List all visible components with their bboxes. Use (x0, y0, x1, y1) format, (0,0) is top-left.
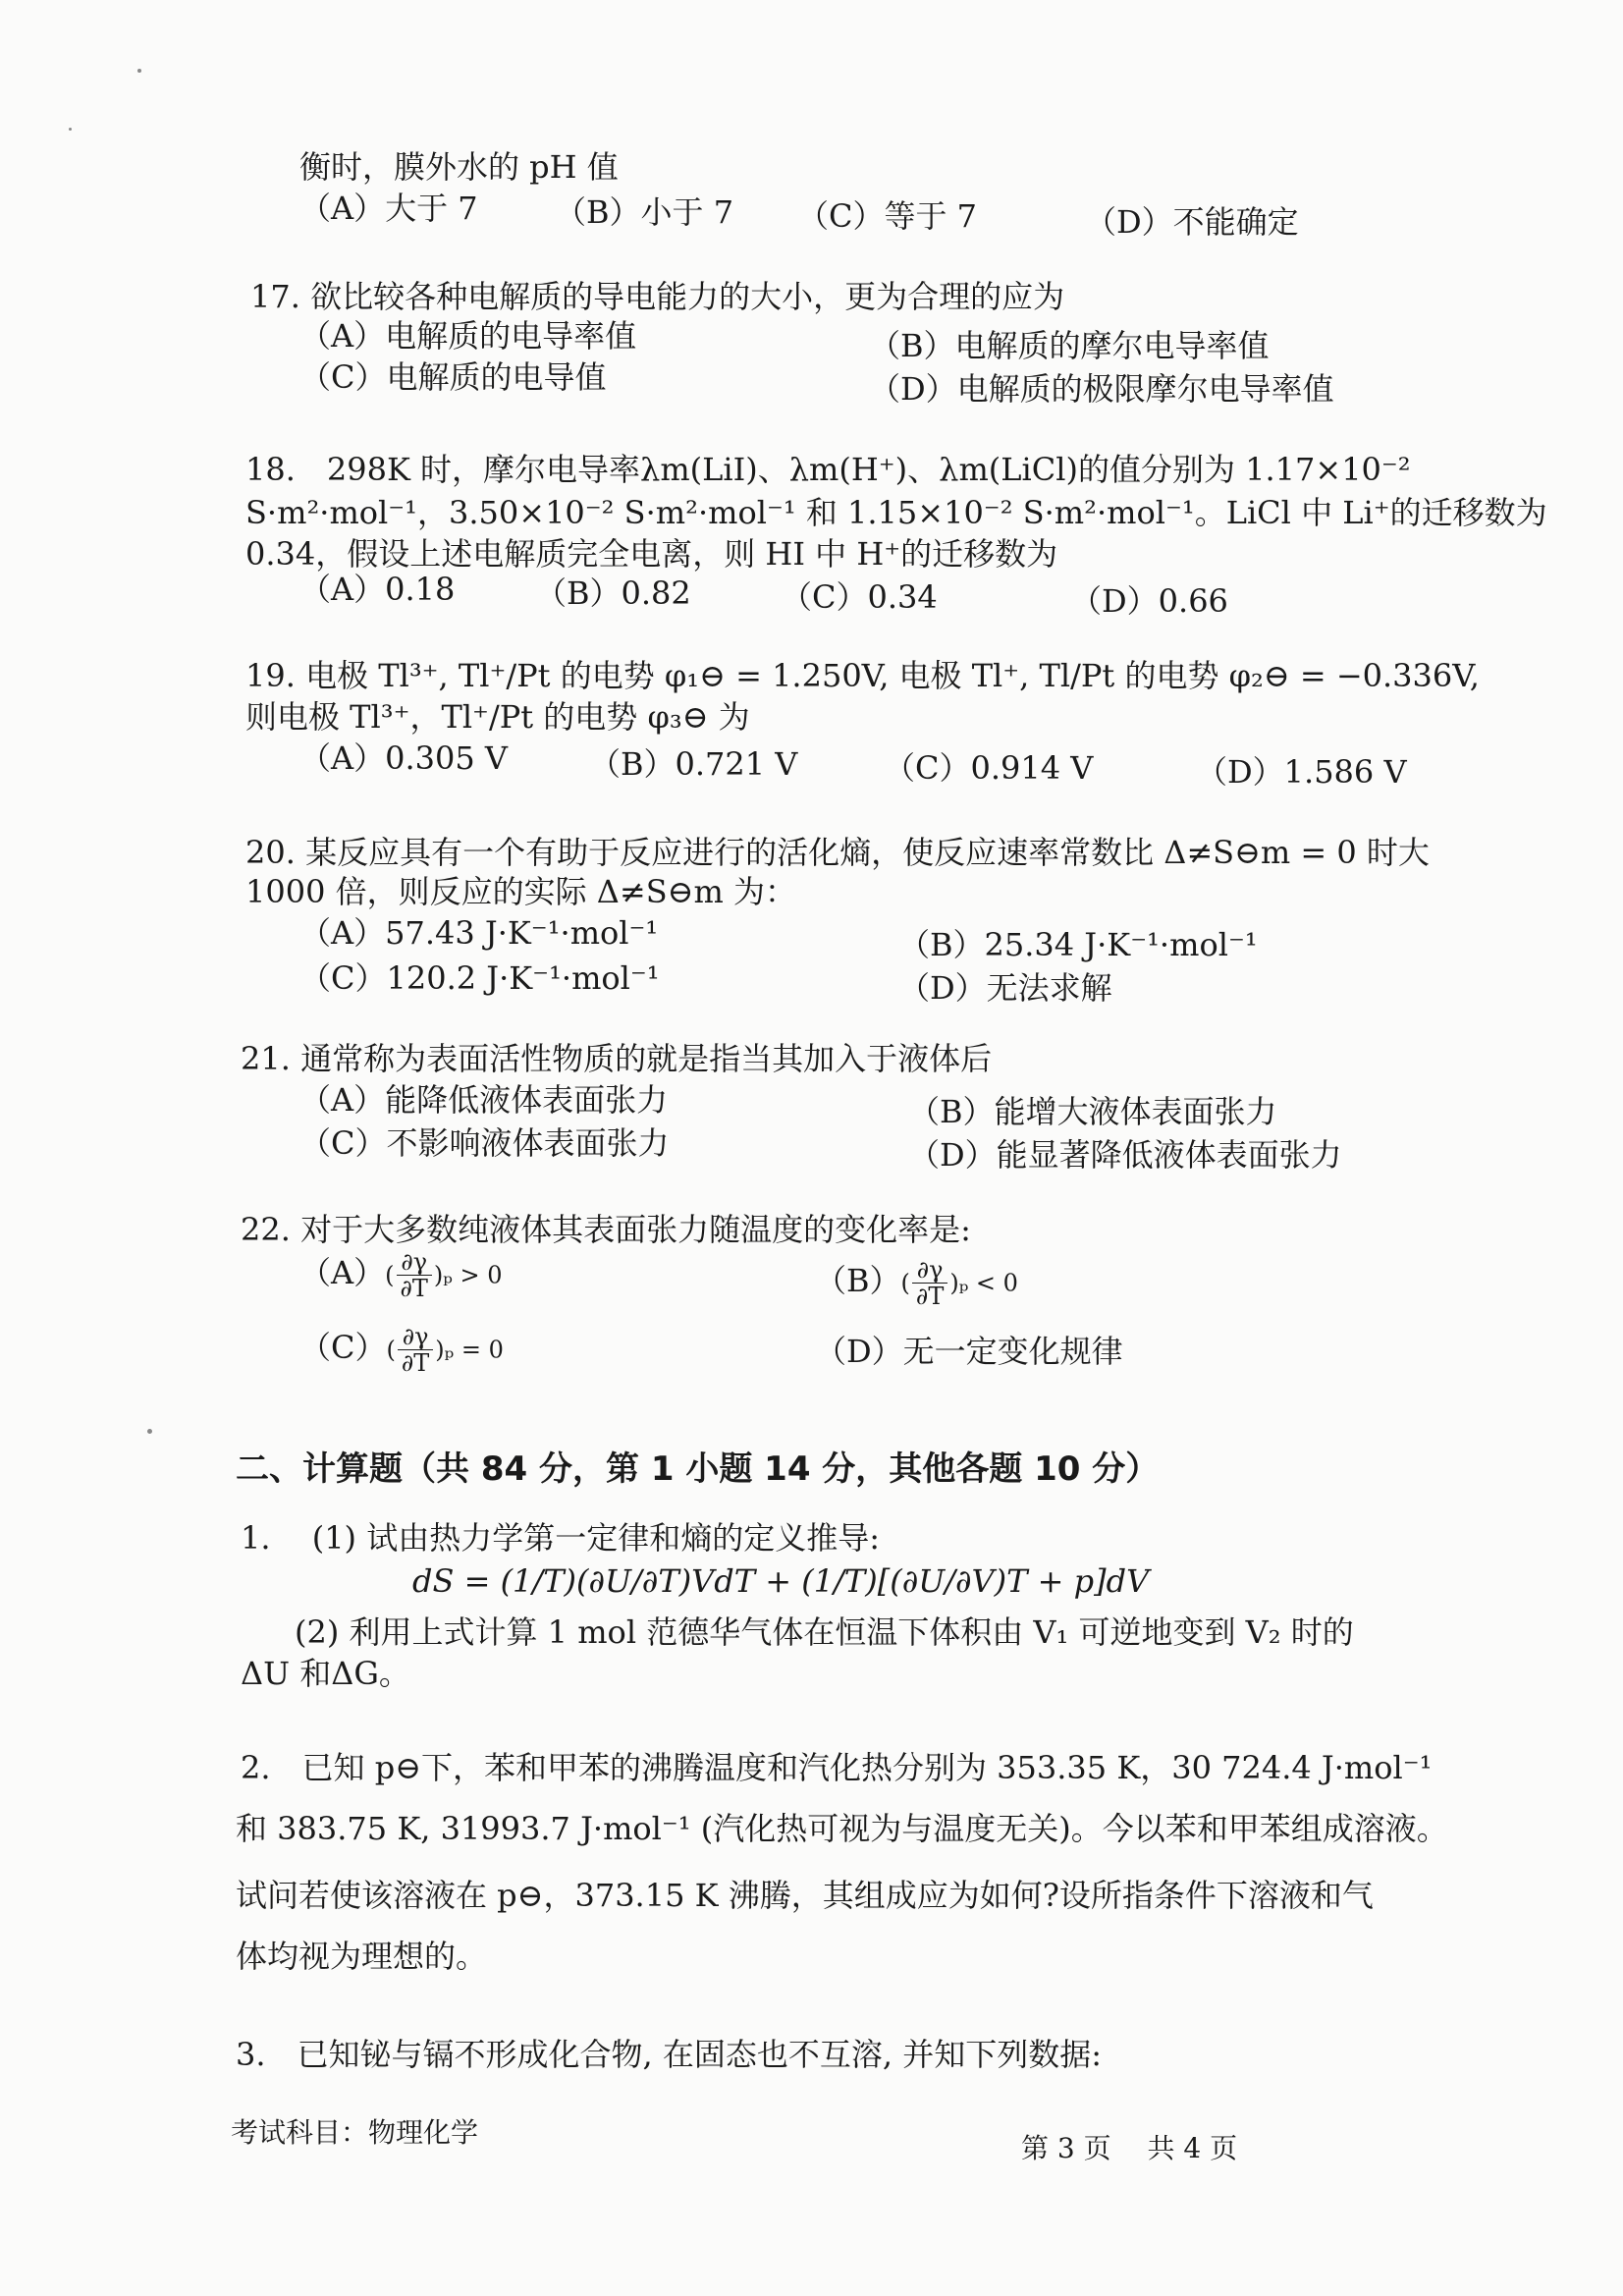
q17-option-b: （B）电解质的摩尔电导率值 (869, 327, 1270, 364)
q22-b-derivative (912, 1257, 947, 1309)
q19-line-1: 19. 电极 Tl³⁺, Tl⁺/Pt 的电势 φ₁⊖ = 1.250V, 电极 Tl⁺, Tl/Pt 的电势 φ₂⊖ = −0.336V, (245, 657, 1480, 694)
q21-option-b: （B）能增大液体表面张力 (908, 1093, 1277, 1130)
q17-option-d: （D）电解质的极限摩尔电导率值 (869, 370, 1334, 408)
q21-option-a: （A）能降低液体表面张力 (299, 1081, 669, 1119)
q22-c-condition: )ₚ = 0 (435, 1336, 504, 1364)
q16-option-c: （C）等于 7 (797, 197, 978, 235)
q22-option-a-label: （A） (299, 1254, 386, 1291)
q19-option-c: （C）0.914 V (884, 749, 1094, 787)
q19-line-2: 则电极 Tl³⁺，Tl⁺/Pt 的电势 φ₃⊖ 为 (245, 698, 750, 736)
calc-1-equation: dS = (1/T)(∂U/∂T)VdT + (1/T)[(∂U/∂V)T + p]dV (412, 1562, 1150, 1600)
calc-2-line-3: 试问若使该溶液在 p⊖，373.15 K 沸腾，其组成应为如何?设所指条件下溶液和气 (236, 1877, 1374, 1914)
q22-b-condition: )ₚ < 0 (949, 1269, 1018, 1297)
q18-option-d: （D）0.66 (1070, 582, 1228, 620)
q22-stem: 22. 对于大多数纯液体其表面张力随温度的变化率是: (241, 1211, 971, 1248)
q22-open-paren: ( (385, 1261, 395, 1289)
q18-line-2: S·m²·mol⁻¹，3.50×10⁻² S·m²·mol⁻¹ 和 1.15×10⁻² S·m²·mol⁻¹。LiCl 中 Li⁺的迁移数为 (245, 494, 1547, 531)
scan-speck (137, 69, 141, 73)
q19-option-d: （D）1.586 V (1196, 753, 1407, 791)
q19-option-b: （B）0.721 V (589, 745, 798, 783)
q22-a-denominator: ∂T (400, 1275, 428, 1302)
q22-c-derivative (398, 1324, 433, 1376)
q22-option-c-label: （C） (299, 1329, 387, 1366)
q21-option-d: （D）能显著降低液体表面张力 (908, 1136, 1342, 1174)
q22-option-b (815, 1257, 1018, 1309)
q22-open-paren: ( (386, 1336, 396, 1364)
q22-open-paren: ( (900, 1269, 910, 1297)
q22-c-denominator: ∂T (401, 1349, 430, 1377)
q20-line-1: 20. 某反应具有一个有助于反应进行的活化熵，使反应速率常数比 Δ≠S⊖m = 0 时大 (245, 834, 1430, 871)
q20-option-d: （D）无法求解 (898, 969, 1112, 1007)
q16-stem-continuation: 衡时，膜外水的 pH 值 (299, 148, 619, 186)
q22-option-a (299, 1249, 503, 1301)
q17-option-a: （A）电解质的电导率值 (299, 317, 637, 355)
q17-stem: 17. 欲比较各种电解质的导电能力的大小，更为合理的应为 (250, 278, 1065, 315)
calc-2-line-4: 体均视为理想的。 (236, 1938, 488, 1975)
q22-b-denominator: ∂T (915, 1283, 945, 1310)
calc-3-line-1: 3. 已知铋与镉不形成化合物, 在固态也不互溶, 并知下列数据: (236, 2036, 1103, 2073)
q22-c-numerator: ∂γ (398, 1324, 433, 1350)
q21-option-c: （C）不影响液体表面张力 (299, 1124, 670, 1162)
q17-option-c: （C）电解质的电导值 (299, 358, 607, 396)
calc-1-line-3: ΔU 和ΔG。 (241, 1655, 410, 1692)
q20-option-a: （A）57.43 J·K⁻¹·mol⁻¹ (299, 914, 659, 952)
calc-1-line-1: 1. (1) 试由热力学第一定律和熵的定义推导: (241, 1519, 880, 1557)
q22-a-numerator: ∂γ (397, 1249, 432, 1276)
footer-subject: 考试科目：物理化学 (231, 2116, 479, 2149)
q22-option-b-label: （B） (815, 1262, 901, 1299)
calc-1-line-2: (2) 利用上式计算 1 mol 范德华气体在恒温下体积由 V₁ 可逆地变到 V₂ 时的 (295, 1613, 1354, 1651)
q18-line-3: 0.34，假设上述电解质完全电离，则 HI 中 H⁺的迁移数为 (245, 535, 1058, 573)
q16-option-a: （A）大于 7 (299, 190, 478, 227)
q19-option-a: （A）0.305 V (299, 739, 509, 777)
section-2-heading: 二、计算题（共 84 分，第 1 小题 14 分，其他各题 10 分） (236, 1449, 1160, 1489)
q22-option-c (299, 1324, 504, 1376)
q21-stem: 21. 通常称为表面活性物质的就是指当其加入于液体后 (241, 1040, 993, 1077)
q22-option-d: （D）无一定变化规律 (815, 1333, 1123, 1370)
scan-speck (147, 1429, 152, 1434)
q22-a-derivative (397, 1249, 432, 1301)
scan-speck (69, 128, 72, 131)
q22-a-condition: )ₚ > 0 (433, 1261, 503, 1289)
q20-line-2: 1000 倍，则反应的实际 Δ≠S⊖m 为： (245, 873, 796, 910)
calc-2-line-1: 2. 已知 p⊖下，苯和甲苯的沸腾温度和汽化热分别为 353.35 K，30 724.4 J·mol⁻¹ (241, 1749, 1433, 1786)
q18-option-c: （C）0.34 (781, 578, 938, 616)
q18-option-a: （A）0.18 (299, 571, 456, 608)
q22-b-numerator: ∂γ (912, 1257, 947, 1284)
q18-option-b: （B）0.82 (535, 574, 691, 612)
q20-option-c: （C）120.2 J·K⁻¹·mol⁻¹ (299, 959, 660, 997)
calc-2-line-2: 和 383.75 K, 31993.7 J·mol⁻¹ (汽化热可视为与温度无关)。今以苯和甲苯组成溶液。 (236, 1810, 1448, 1847)
q20-option-b: （B）25.34 J·K⁻¹·mol⁻¹ (898, 926, 1258, 963)
footer-page-number: 第 3 页 共 4 页 (1021, 2132, 1238, 2164)
q16-option-d: （D）不能确定 (1085, 203, 1299, 241)
q16-option-b: （B）小于 7 (555, 193, 734, 231)
q18-line-1: 18. 298K 时，摩尔电导率λm(LiI)、λm(H⁺)、λm(LiCl)的值分别为 1.17×10⁻² (245, 451, 1411, 488)
